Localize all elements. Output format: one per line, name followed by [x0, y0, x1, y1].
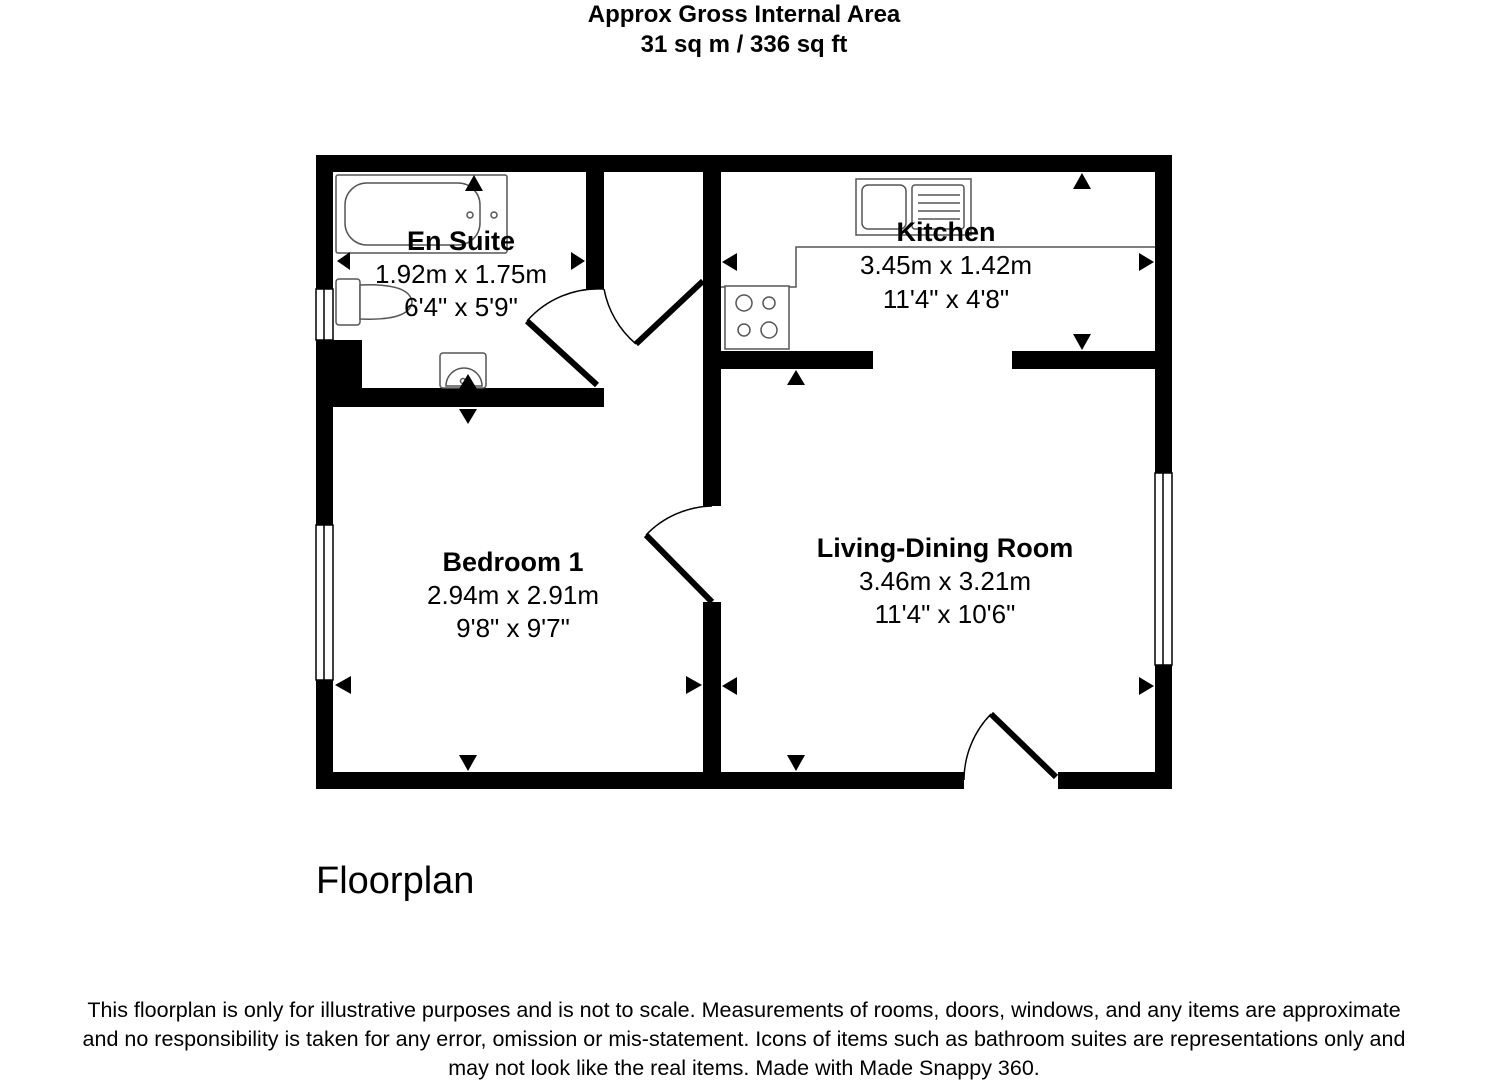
room-metric: 3.45m x 1.42m [860, 250, 1032, 280]
floor-label: Floorplan [316, 860, 475, 902]
room-name: En Suite [406, 226, 516, 256]
room-imperial: 9'8" x 9'7" [456, 613, 570, 643]
room-imperial: 6'4" x 5'9" [404, 292, 518, 322]
door-entrance [964, 714, 1056, 780]
door-hall-kitchen [604, 281, 703, 344]
disclaimer [0, 996, 1488, 1083]
room-label-bedroom [427, 547, 599, 643]
disclaimer-line: may not look like the real items. Made with Made Snappy 360. [448, 1056, 1040, 1080]
room-name: Kitchen [896, 217, 996, 247]
room-metric: 2.94m x 2.91m [427, 580, 599, 610]
room-name: Living-Dining Room [816, 533, 1074, 563]
area-title: Approx Gross Internal Area [587, 1, 901, 28]
door-en-suite [527, 289, 604, 385]
door-bedroom [646, 506, 712, 602]
area-value: 31 sq m / 336 sq ft [640, 31, 848, 58]
room-imperial: 11'4" x 4'8" [882, 284, 1010, 314]
room-label-living [817, 533, 1073, 629]
disclaimer-line: This floorplan is only for illustrative purposes and is not to scale. Measurements of rooms, doors, windows, and any items are approximate [87, 998, 1401, 1022]
room-metric: 1.92m x 1.75m [375, 259, 547, 289]
disclaimer-line: and no responsibility is taken for any error, omission or mis-statement. Icons of items such as bathroom suites are representations only and [82, 1027, 1406, 1051]
hob-icon [725, 286, 789, 349]
room-metric: 3.46m x 3.21m [859, 566, 1031, 596]
room-imperial: 11'4" x 10'6" [874, 599, 1016, 629]
room-name: Bedroom 1 [442, 547, 584, 577]
